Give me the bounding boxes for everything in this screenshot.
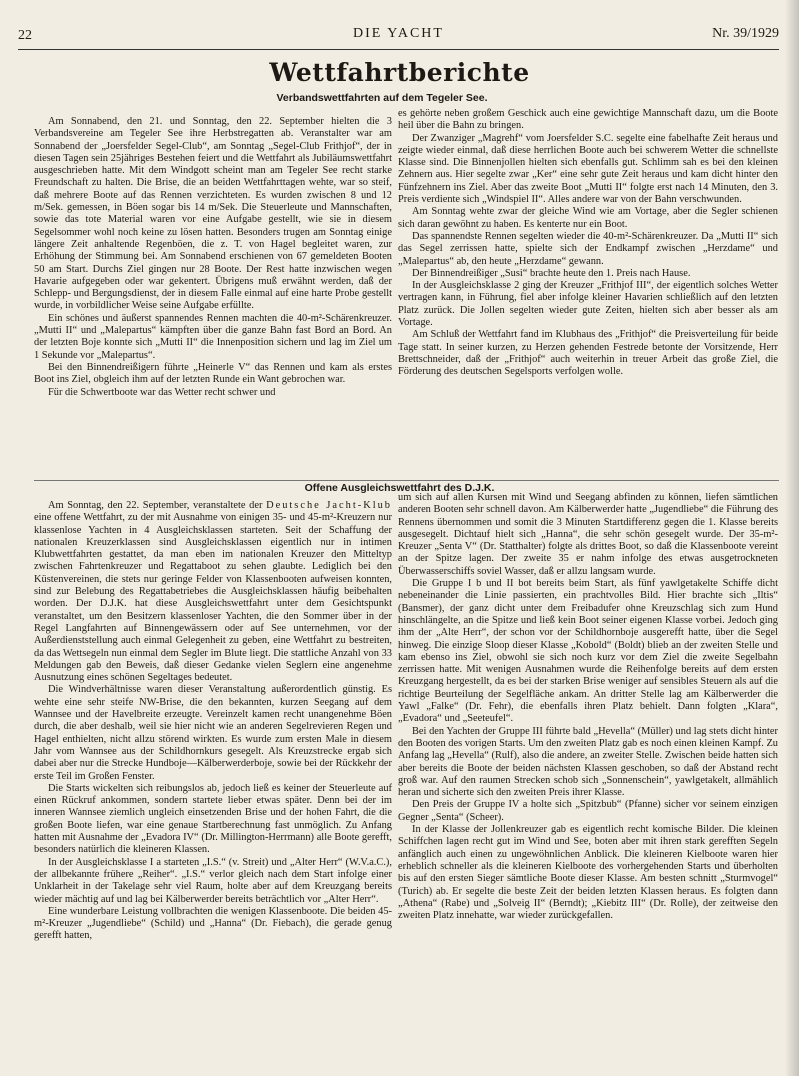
paragraph: um sich auf allen Kursen mit Wind und Seegang abfinden zu können, liefen sämtlichen anderen Booten sehr schnell davon. Am Kälberwerder hatte „Jugendliebe“ die Führung des Rennens übernommen und somit die 3 Minuten Startdifferenz gegen die 1. Klasse bereits ausgesegelt. Dichtauf hielt sich „Hanna“, die sehr schön gesegelt wurde. Der 35-m²-Kreuzer „Senta V“ (Dr. Statthalter) folgte als drittes Boot, so daß die Klassenboote vereint an der Spitze lagen. Der zweite 35 er nahm infolge des etwas ausgetrockneten Überwasserschiffs soviel Wasser, daß er allzu langsam wurde. [398,492,778,577]
paragraph: Am Sonntag wehte zwar der gleiche Wind wie am Vortage, aber die Segler schienen sich daran gewöhnt zu haben. Es kenterte nur ein Boot. [398,206,778,230]
column-right-section-1 [398,108,778,476]
paragraph: Die Gruppe I b und II bot bereits beim Start, als fünf yawlgetakelte Schiffe dicht nebeneinander die Linie passierten, ein prachtvolles Bild. Hier brachte sich „Iltis“ (Bansmer), der ganz dicht unter dem Freibadufer ohne Kreuzschlag sich zum Hund hinschlängelte, an die Spitze und ließ kein Boot seiner eigenen Klasse vorbei. Jedoch ging ihm der „Alte Herr“, der schon vor der Schildhornboje ausgerefft hatte, über die Segel hinweg. Die einzige Sloop dieser Klasse „Kobold“ (Boldt) blieb an der zweiten Stelle und kam ebenso ins Ziel, obwohl sie sich noch kurz vor dem Ziel die zweite Segelbahn zerrissen hatte. Mit wenigen Ausnahmen wurde die Reihenfolge bereits auf dem ersten Kreuzgang hergestellt, da es bei der starken Brise weniger auf sensibles Steuern als auf die richtige Beurteilung der Segelfläche ankam. An dritter Stelle lag am Kälberwerder die Yawl „Falke“ (Dr. Fehr), die ebenfalls ihren Platz behielt. Dann folgten „Klara“, „Evadora“ und „Seeteufel“. [398,578,778,725]
paragraph: Bei den Binnendreißigern führte „Heinerle V“ das Rennen und kam als erstes Boot ins Ziel, obgleich ihm auf der letzten Runde ein Want gebrochen war. [34,361,392,386]
intro-text-continued: eine offene Wettfahrt, zu der mit Ausnahme von einigen 35- und 45-m²-Kreuzern nur klassenlose Yachten in 4 Ausgleichsklassen starteten. Seit der Schaffung der nationalen Kreuzerklassen sind Ausgleichsklassen eigentlich nur in intimen Klubwettfahrten gestattet, da man eben im nationalen Kreuzer den Mitteltyp zwischen Fahrtenkreuzer und Regattaboot zu sehen glaubte. Lediglich bei den Küstenvereinen, die stets nur geringe Felder von Klassenbooten aufweisen konnten, sind zur Belebung des Regattabetriebes die Ausgleichsklassen häufig beibehalten worden. Der D.J.K. hat diese Ausgleichswettfahrt unter dem Gesichtspunkt veranstaltet, um den Besitzern klassenloser Yachten, die den Sommer über in der Regel Langfahrten auf Binnengewässern oder auf See unternehmen, vor der Außerdienststellung auch einmal Gelegenheit zu geben, eine Wettfahrt zu bestreiten, da das Wettsegeln nun einmal dem Segler im Blute liegt. Die stattliche Anzahl von 33 Meldungen gab den Beweis, daß dieser Gedanke vielen Seglern eine angenehme Ausnutzung eines schönen Segeltages bedeutet. [34,512,392,684]
paragraph: Eine wunderbare Leistung vollbrachten die wenigen Klassenboote. Die beiden 45-m²-Kreuzer „Jugendliebe“ (Schild) und „Hanna“ (Dr. Fiebach), die gerade genug gerefft hatten, [34,905,392,942]
paragraph: Das spannendste Rennen segelten wieder die 40-m²-Schärenkreuzer. Da „Mutti II“ sich das Segel zerrissen hatte, spielte sich der Endkampf zwischen „Herzdame“ und „Malepartus“ ab, den heute „Herzdame“ gewann. [398,230,778,267]
club-name: Deutsche Jacht-Klub [266,500,392,511]
column-left-section-1 [34,116,392,476]
paragraph: Die Windverhältnisse waren dieser Veranstaltung außerordentlich günstig. Es wehte eine sehr steife NW-Brise, die den bekannten, kurzen Seegang auf dem Wannsee und der Havelbreite erzeugte. Vereinzelt kamen recht unangenehme Böen durch, die aber deshalb, weil sie hier nicht wie an anderen Segelrevieren Regen und Hagel enthielten, nicht allzu störend wirkten. Es wurde zum ersten Male in diesem Jahr vom Wannsee aus der Schildhornkurs gesegelt. Als Kreuzstrecke ergab sich dabei aber nur die Strecke Hundboje—Kälberwerderboje, sowie bei der Rückkehr der erste Teil im Großen Fenster. [34,684,392,782]
paragraph: Der Zwanziger „Magrehf“ vom Joersfelder S.C. segelte eine fabelhafte Zeit heraus und zeigte wieder einmal, daß diese herrlichen Boote auch bei schwerem Wetter die schnellste Klasse sind. Die Binnenjollen hielten sich ebenfalls gut. Schlimm sah es bei den kleinen Zehnern aus. Hier segelte zwar „Ker“ eine sehr gute Zeit heraus und kam dicht hinter den Fünfzehnern ins Ziel. Aber das zweite Boot „Mutti II“ folgte erst nach 14 Minuten, den 3. Preis verdiente sich „Windspiel II“. Alles andere war von der Bahn verschwunden. [398,132,778,206]
page-edge-shadow [785,0,799,1076]
issue-number: Nr. 39/1929 [712,26,779,41]
paragraph: Der Binnendreißiger „Susi“ brachte heute den 1. Preis nach Hause. [412,267,691,279]
paragraph: Am Schluß der Wettfahrt fand im Klubhaus des „Frithjof“ die Preisverteilung für beide Tage statt. In seiner kurzen, zu Herzen gehenden Festrede betonte der Vorsitzende, Herr Brettschneider, daß der „Frithjof“ auch weiterhin in treuer Arbeit das große Ziel, die Förderung des deutschen Segelsports verfolgen wolle. [398,329,778,378]
section-heading-djk: Offene Ausgleichswettfahrt des D.J.K. [304,482,495,494]
paragraph: Für die Schwertboote war das Wetter recht schwer und [48,386,276,398]
page-number: 22 [18,28,32,43]
section-divider [34,480,779,481]
header-rule [18,49,779,50]
paragraph: Am Sonnabend, den 21. und Sonntag, den 22. September hielten die 3 Verbandsvereine am Tegeler See ihre Herbstregatten ab. Veranstalter war am Sonnabend der „Joersfelder Segel-Club“, am Sonntag „Segel-Club Frithjof“, der in diesen Tagen sein 25jähriges Bestehen feiert und die Wettfahrt als Jubiläumswettfahrt ausgeschrieben hatte. Mit dem Windgott scheint man am Tegeler See recht starke Freundschaft zu halten. Die Brise, die an beiden Wettfahrttagen wehte, war so steif, daß mehrere Boote auf das Rennen verzichteten. Es wurden zwischen 8 und 12 m/Sek. gemessen, in Böen sogar bis 14 m/Sek. Die Steuerleute und Mannschaften, sowie das tote Material waren vor eine Aufgabe gestellt, wie sie in diesem Segelsommer wohl noch keine zu lösen hatten. Besonders trugen am Sonntag einige längere Zeit anhaltende Regenböen, die z. T. von Hagel begleitet waren, zur Erhöhung der Stimmung bei. Am Sonnabend erschienen von 67 gemeldeten Booten 50 am Start. Durchs Ziel gingen nur 28 Boote. Der Rest hatte inzwischen wegen Havarie aufgegeben oder war gekentert. Übrigens muß erwähnt werden, daß der Schlepp- und Bergungsdienst, der in diesem Falle einmal auf eine harte Probe gestellt wurde, in vorbildlicher Weise seine Aufgabe erfüllte. [34,116,392,312]
column-right-section-2 [398,492,778,1070]
paragraph: es gehörte neben großem Geschick auch eine gewichtige Mannschaft dazu, um die Boote heil über die Bahn zu bringen. [398,108,778,132]
journal-name: DIE YACHT [353,26,444,41]
article-title: Wettfahrtberichte [269,58,530,87]
paragraph: Ein schönes und äußerst spannendes Rennen machten die 40-m²-Schärenkreuzer. „Mutti II“ und „Malepartus“ kämpften über die ganze Bahn fast Bord an Bord. An der letzten Boje konnte sich „Mutti II“ die Innenposition sichern und lag im Ziel um 1 Sekunde vor „Malepartus“. [34,312,392,361]
paragraph: In der Ausgleichsklasse I a starteten „I.S.“ (v. Streit) und „Alter Herr“ (W.V.a.C.), der allbekannte frühere „Reiher“. „I.S.“ verlor gleich nach dem Start infolge einer Unklarheit in der Takelage sehr viel Raum, holte aber auf dem Kreuzgang bereits wieder mächtig auf und lag bei Kälberwerder bereits beträchtlich vor „Alter Herr“. [34,856,392,905]
paragraph: In der Klasse der Jollenkreuzer gab es eigentlich recht komische Bilder. Die kleinen Schiffchen lagen recht gut im Wind und See, boten aber mit ihren stark gerefften Segeln anfänglich auch einen zu ungewöhnlichen Anblick. Die kleineren Kielboote waren hier erheblich schneller als die kleineren Kielboote des vorhergehenden Starts und überholten bis auf den ersten Sieger sämtliche Boote dieser Klasse. Am besten schnitt „Sturmvogel“ (Turich) ab. Er segelte die beste Zeit der beiden letzten Klassen heraus. Es folgten dann „Athena“ (Rabe) und „Solveig II“ (Berndt); „Kiebitz III“ (Dr. Rolle), der zeitweise den zweiten Platz innehatte, war wieder zurückgefallen. [398,824,778,922]
intro-text: Am Sonntag, den 22. September, veranstaltete der [48,500,267,511]
paragraph: Die Starts wickelten sich reibungslos ab, jedoch ließ es keiner der Steuerleute auf einen Rückruf ankommen, sondern startete lieber etwas später. Denn bei der im inneren Wannsee ziemlich ungleich einsetzenden Brise und der hohen Fahrt, die die großen Boote liefen, war eine genaue Startberechnung fast unmöglich. Zu Anfang hatten mit Ausnahme der „Evadora IV“ (Dr. Millington-Herrmann) alle Boote gerefft, besonders natürlich die kleineren Klassen. [34,782,392,856]
paragraph: In der Ausgleichsklasse 2 ging der Kreuzer „Frithjof III“, der eigentlich solches Wetter vertragen kann, in Führung, fiel aber infolge kleiner Havarien schließlich auf den letzten Platz zurück. Die Jollen segelten wieder gute Zeiten, hielten sich aber besser als am Vortage. [398,280,778,329]
running-head [18,26,779,48]
paragraph: Bei den Yachten der Gruppe III führte bald „Hevella“ (Müller) und lag stets dicht hinter den Booten des vorigen Starts. Um den zweiten Platz gab es noch einen kleinen Kampf. Zu Anfang lag „Hevella“ (Rulf), also die andere, an zweiter Stelle. Zwischen beide hatten sich aber bereits die Boote der beiden nächsten Klassen geschoben, so daß der Abstand recht groß war. Auf den raumen Strecken schob sich „Sonnenschein“, yawlgetakelt, allmählich heran und sicherte sich den zweiten Preis ihrer Klasse. [398,725,778,799]
section-heading-tegeler-see: Verbandswettfahrten auf dem Tegeler See. [276,92,488,104]
paragraph: Den Preis der Gruppe IV a holte sich „Spitzbub“ (Pfanne) sicher vor seinem einzigen Gegner „Senta“ (Scheer). [398,799,778,823]
column-left-section-2 [34,500,392,1070]
paragraph [34,500,392,684]
